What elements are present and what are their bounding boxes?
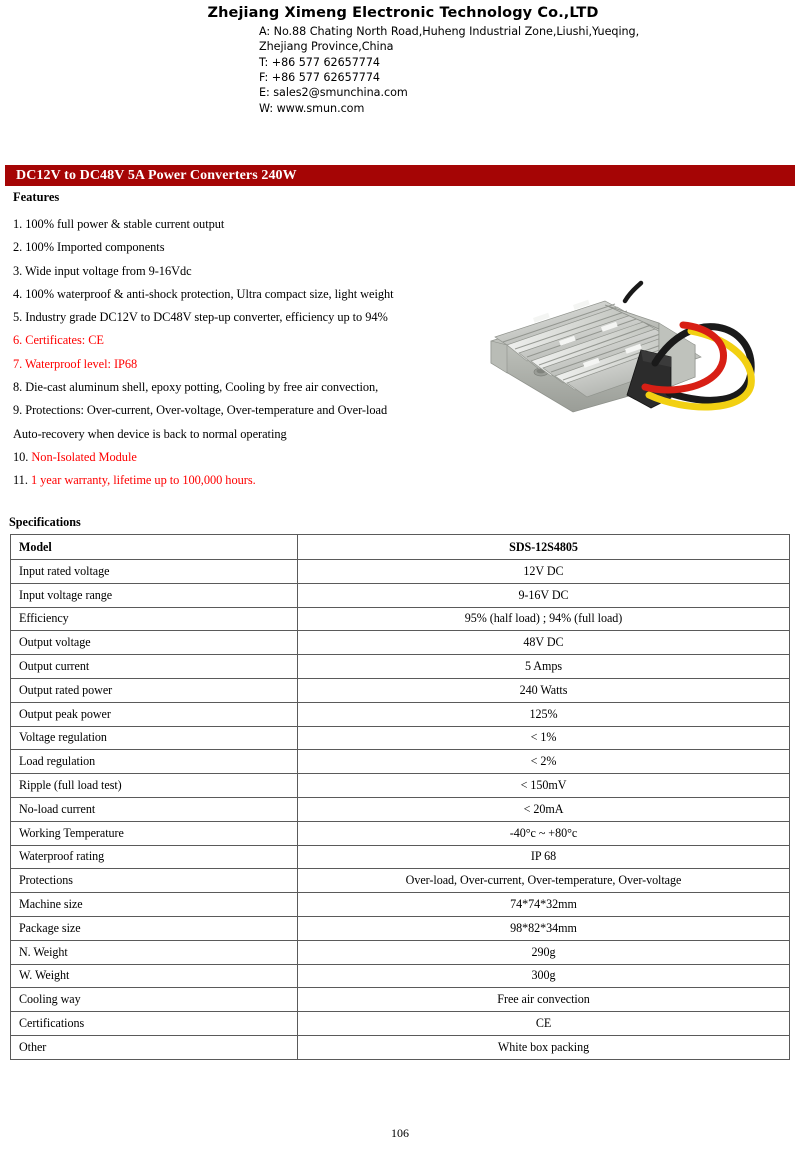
page-number: 106 [391, 1126, 409, 1140]
spec-label: Output current [11, 655, 298, 679]
table-row [11, 988, 790, 1012]
feature-number: 10. [13, 449, 29, 464]
feature-text: Wide input voltage from 9-16Vdc [25, 263, 192, 278]
feature-item [13, 423, 433, 446]
spec-label: Input voltage range [11, 583, 298, 607]
spec-value: < 1% [298, 726, 790, 750]
spec-value: 9-16V DC [298, 583, 790, 607]
table-row [11, 1012, 790, 1036]
spec-label: Output peak power [11, 702, 298, 726]
specifications-table-body [11, 535, 790, 1060]
table-row [11, 702, 790, 726]
table-row [11, 821, 790, 845]
spec-label: Efficiency [11, 607, 298, 631]
feature-text: Certificates: CE [25, 333, 104, 348]
spec-value: < 150mV [298, 774, 790, 798]
table-row [11, 678, 790, 702]
spec-value: SDS-12S4805 [298, 535, 790, 560]
spec-value: 95% (half load) ; 94% (full load) [298, 607, 790, 631]
feature-item [13, 283, 433, 306]
table-row [11, 845, 790, 869]
spec-label: Working Temperature [11, 821, 298, 845]
feature-item [13, 213, 433, 236]
spec-value: Free air convection [298, 988, 790, 1012]
table-row [11, 1035, 790, 1059]
spec-value: CE [298, 1012, 790, 1036]
table-row [11, 964, 790, 988]
spec-value: 240 Watts [298, 678, 790, 702]
spec-label: N. Weight [11, 940, 298, 964]
feature-text: 100% waterproof & anti-shock protection, Ultra compact size, light weight [25, 286, 394, 301]
table-row [11, 940, 790, 964]
feature-item [13, 236, 433, 259]
table-row [11, 916, 790, 940]
feature-text: Protections: Over-current, Over-voltage, Over-temperature and Over-load [25, 403, 388, 418]
feature-text: 1 year warranty, lifetime up to 100,000 hours. [30, 473, 256, 488]
contact-line: A: No.88 Chating North Road,Huheng Industrial Zone,Liushi,Yueqing, [259, 25, 640, 39]
spec-label: W. Weight [11, 964, 298, 988]
spec-value: < 20mA [298, 797, 790, 821]
spec-label: Package size [11, 916, 298, 940]
contact-line: W: www.smun.com [259, 101, 365, 115]
table-row [11, 726, 790, 750]
feature-text: Die-cast aluminum shell, epoxy potting, Cooling by free air convection, [25, 380, 379, 395]
table-row [11, 655, 790, 679]
feature-item [13, 260, 433, 283]
feature-number: 9. [13, 403, 23, 418]
contact-line: E: sales2@smunchina.com [259, 86, 408, 100]
contact-line: F: +86 577 62657774 [259, 71, 380, 85]
spec-value: 125% [298, 702, 790, 726]
contact-line: T: +86 577 62657774 [259, 55, 380, 69]
feature-number: 6. [13, 333, 23, 348]
spec-value: Over-load, Over-current, Over-temperature, Over-voltage [298, 869, 790, 893]
table-row [11, 774, 790, 798]
feature-text: Non-Isolated Module [31, 449, 137, 464]
spec-value: 5 Amps [298, 655, 790, 679]
feature-text: 100% full power & stable current output [25, 217, 225, 231]
spec-label: Output voltage [11, 631, 298, 655]
spec-label: Load regulation [11, 750, 298, 774]
feature-item [13, 376, 433, 399]
features-list [13, 213, 433, 493]
feature-number: 2. [13, 240, 23, 255]
spec-label: Voltage regulation [11, 726, 298, 750]
spec-value: 48V DC [298, 631, 790, 655]
feature-number: 11. [13, 473, 28, 488]
spec-label: Output rated power [11, 678, 298, 702]
feature-number: 7. [13, 356, 23, 371]
company-name: Zhejiang Ximeng Electronic Technology Co.,LTD [207, 5, 599, 21]
product-title-banner: DC12V to DC48V 5A Power Converters 240W [5, 165, 795, 186]
table-row [11, 560, 790, 584]
feature-number: 3. [13, 263, 23, 278]
letterhead [0, 0, 800, 116]
feature-item [13, 399, 433, 422]
table-row [11, 607, 790, 631]
feature-item [13, 306, 433, 329]
table-row [11, 797, 790, 821]
feature-text: Auto-recovery when device is back to normal operating [13, 426, 287, 441]
feature-item [13, 329, 433, 352]
product-photo [455, 245, 785, 475]
feature-number: 8. [13, 380, 23, 395]
spec-label: Protections [11, 869, 298, 893]
table-row [11, 869, 790, 893]
spec-label: Input rated voltage [11, 560, 298, 584]
feature-number: 1. [13, 217, 23, 231]
spec-label: Certifications [11, 1012, 298, 1036]
feature-item [13, 353, 433, 376]
spec-value: 12V DC [298, 560, 790, 584]
feature-text: 100% Imported components [25, 240, 165, 255]
feature-text: Industry grade DC12V to DC48V step-up converter, efficiency up to 94% [25, 310, 388, 325]
spec-label: Machine size [11, 893, 298, 917]
table-row [11, 750, 790, 774]
table-row [11, 631, 790, 655]
table-row [11, 583, 790, 607]
table-row [11, 535, 790, 560]
spec-value: 300g [298, 964, 790, 988]
specifications-table [10, 534, 790, 1060]
spec-value: < 2% [298, 750, 790, 774]
specifications-heading: Specifications [9, 515, 81, 529]
spec-label: Waterproof rating [11, 845, 298, 869]
contact-line: Zhejiang Province,China [259, 40, 394, 54]
spec-value: White box packing [298, 1035, 790, 1059]
spec-label: Cooling way [11, 988, 298, 1012]
spec-label: Ripple (full load test) [11, 774, 298, 798]
features-heading: Features [13, 190, 60, 204]
contact-block [0, 24, 800, 116]
feature-item [13, 469, 433, 492]
feature-text: Waterproof level: IP68 [25, 356, 138, 371]
spec-value: 98*82*34mm [298, 916, 790, 940]
spec-value: -40°c ~ +80°c [298, 821, 790, 845]
spec-value: IP 68 [298, 845, 790, 869]
feature-number: 4. [13, 286, 23, 301]
spec-label: No-load current [11, 797, 298, 821]
spec-value: 290g [298, 940, 790, 964]
spec-label: Model [11, 535, 298, 560]
table-row [11, 893, 790, 917]
feature-number: 5. [13, 310, 23, 325]
feature-item [13, 446, 433, 469]
spec-label: Other [11, 1035, 298, 1059]
spec-value: 74*74*32mm [298, 893, 790, 917]
